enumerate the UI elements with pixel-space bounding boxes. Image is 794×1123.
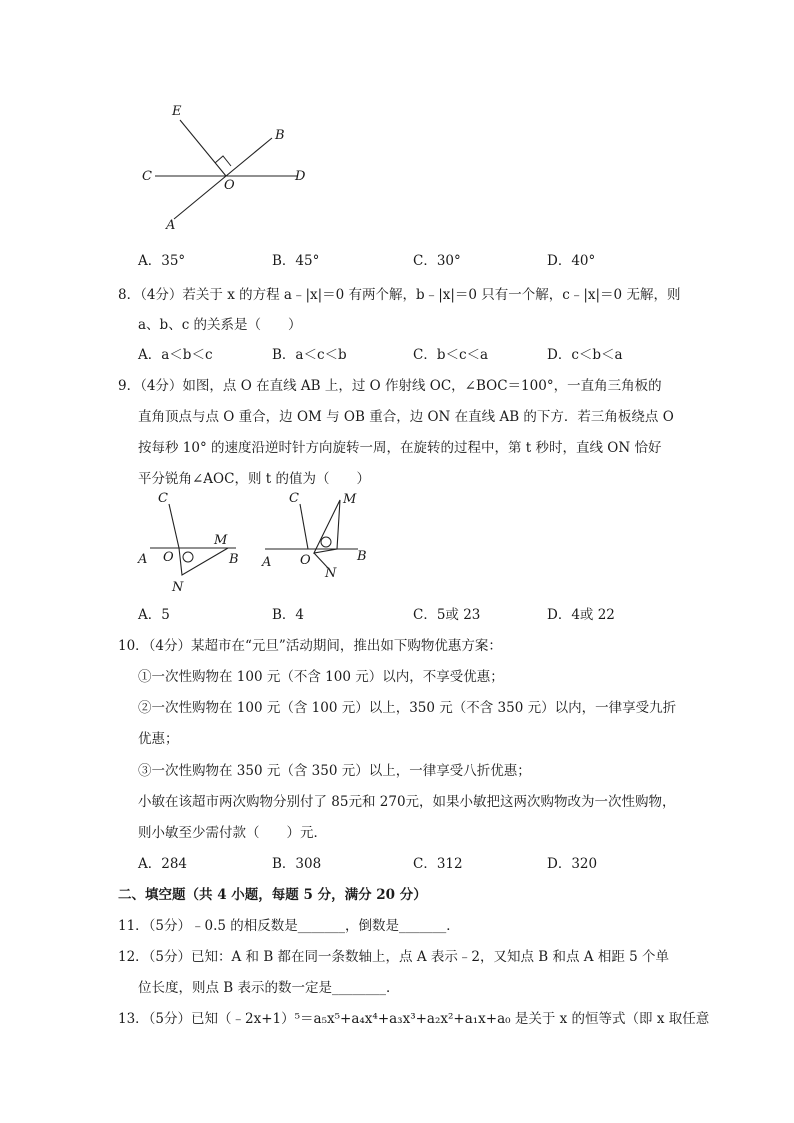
fig1-label-m: M xyxy=(214,533,228,548)
q7-option-d[interactable]: D．40° xyxy=(547,253,596,269)
q9-option-c[interactable]: C．5或 23 xyxy=(413,607,481,623)
q8-option-c[interactable]: C．b＜c＜a xyxy=(413,347,489,363)
fig1-label-o: O xyxy=(163,550,174,565)
fig2-label-a: A xyxy=(262,555,272,570)
q7-option-c[interactable]: C．30° xyxy=(413,253,461,269)
q10-rule-1: ①一次性购物在 100 元（不含 100 元）以内，不享受优惠； xyxy=(138,669,504,685)
label-a: A xyxy=(166,218,176,233)
q8-option-d[interactable]: D．c＜b＜a xyxy=(547,347,623,363)
q13: 13．（5分）已知（﹣2x+1）⁵＝a₅x⁵+a₄x⁴+a₃x³+a₂x²+a₁x+a₀ 是关于 x 的恒等式（即 x 取任意 xyxy=(118,1011,710,1027)
fig2-triangle xyxy=(314,500,340,553)
fig2-label-m: M xyxy=(343,492,357,507)
q8-stem-line2: a、b、c 的关系是（ ） xyxy=(138,317,302,333)
q12-line2: 位长度，则点 B 表示的数一定是________． xyxy=(138,980,400,996)
fig2-label-b: B xyxy=(357,549,367,564)
q7-option-a[interactable]: A．35° xyxy=(138,253,186,269)
q10-option-a[interactable]: A．284 xyxy=(138,856,188,872)
section-2-title: 二、填空题（共 4 小题，每题 5 分，满分 20 分） xyxy=(118,887,427,903)
fig1-label-n: N xyxy=(172,580,184,595)
fig2-label-n: N xyxy=(325,566,337,581)
q9-stem-line2: 直角顶点与点 O 重合，边 OM 与 OB 重合，边 ON 在直线 AB 的下方．若三角板绕点 O xyxy=(138,409,674,425)
q8-stem-line1: 8．（4分）若关于 x 的方程 a﹣|x|＝0 有两个解，b﹣|x|＝0 只有一个解，c﹣|x|＝0 无解，则 xyxy=(118,287,681,303)
q9-stem-line4: 平分锐角∠AOC，则 t 的值为（ ） xyxy=(138,471,370,487)
q12-line1: 12．（5分）已知：A 和 B 都在同一条数轴上，点 A 表示﹣2，又知点 B 和点 A 相距 5 个单 xyxy=(118,949,669,965)
fig2-label-o: O xyxy=(300,553,311,568)
q9-option-d[interactable]: D．4或 22 xyxy=(547,607,615,623)
fig1-label-c: C xyxy=(158,491,168,506)
label-d: D xyxy=(295,169,306,184)
q11: 11．（5分）﹣0.5 的相反数是_______，倒数是_______． xyxy=(118,918,460,934)
fig1-label-a: A xyxy=(138,552,148,567)
q10-stem-line6: 则小敏至少需付款（ ）元． xyxy=(138,825,327,841)
fig2-triangle-hole xyxy=(321,537,331,547)
q10-option-c[interactable]: C．312 xyxy=(413,856,463,872)
q8-option-b[interactable]: B．a＜c＜b xyxy=(272,347,347,363)
q10-rule-2-line1: ②一次性购物在 100 元（含 100 元）以上，350 元（不含 350 元）以内，一律享受九折 xyxy=(138,700,677,716)
q10-option-d[interactable]: D．320 xyxy=(547,856,598,872)
q10-rule-2-line2: 优惠； xyxy=(138,731,179,747)
fig1-label-b: B xyxy=(229,552,239,567)
q9-option-a[interactable]: A．5 xyxy=(138,607,170,623)
fig2-ray-oc xyxy=(300,504,308,549)
q10-option-b[interactable]: B．308 xyxy=(272,856,322,872)
q9-stem-line3: 按每秒 10° 的速度沿逆时针方向旋转一周，在旋转的过程中，第 t 秒时，直线 ON 恰好 xyxy=(138,440,662,456)
label-b: B xyxy=(275,128,285,143)
q10-stem-line1: 10．（4分）某超市在“元旦”活动期间，推出如下购物优惠方案： xyxy=(118,638,502,654)
q9-option-b[interactable]: B．4 xyxy=(272,607,305,623)
label-e: E xyxy=(172,104,182,119)
label-c: C xyxy=(142,169,152,184)
fig2-label-c: C xyxy=(289,491,299,506)
q10-rule-3: ③一次性购物在 350 元（含 350 元）以上，一律享受八折优惠； xyxy=(138,763,531,779)
label-o: O xyxy=(224,178,235,193)
q7-option-b[interactable]: B．45° xyxy=(272,253,320,269)
q8-option-a[interactable]: A．a＜b＜c xyxy=(138,347,213,363)
q9-stem-line1: 9．（4分）如图，点 O 在直线 AB 上，过 O 作射线 OC，∠BOC＝100°，一直角三角板的 xyxy=(118,378,662,394)
q10-stem-line5: 小敏在该超市两次购物分别付了 85元和 270元，如果小敏把这两次购物改为一次性购物， xyxy=(138,794,676,810)
